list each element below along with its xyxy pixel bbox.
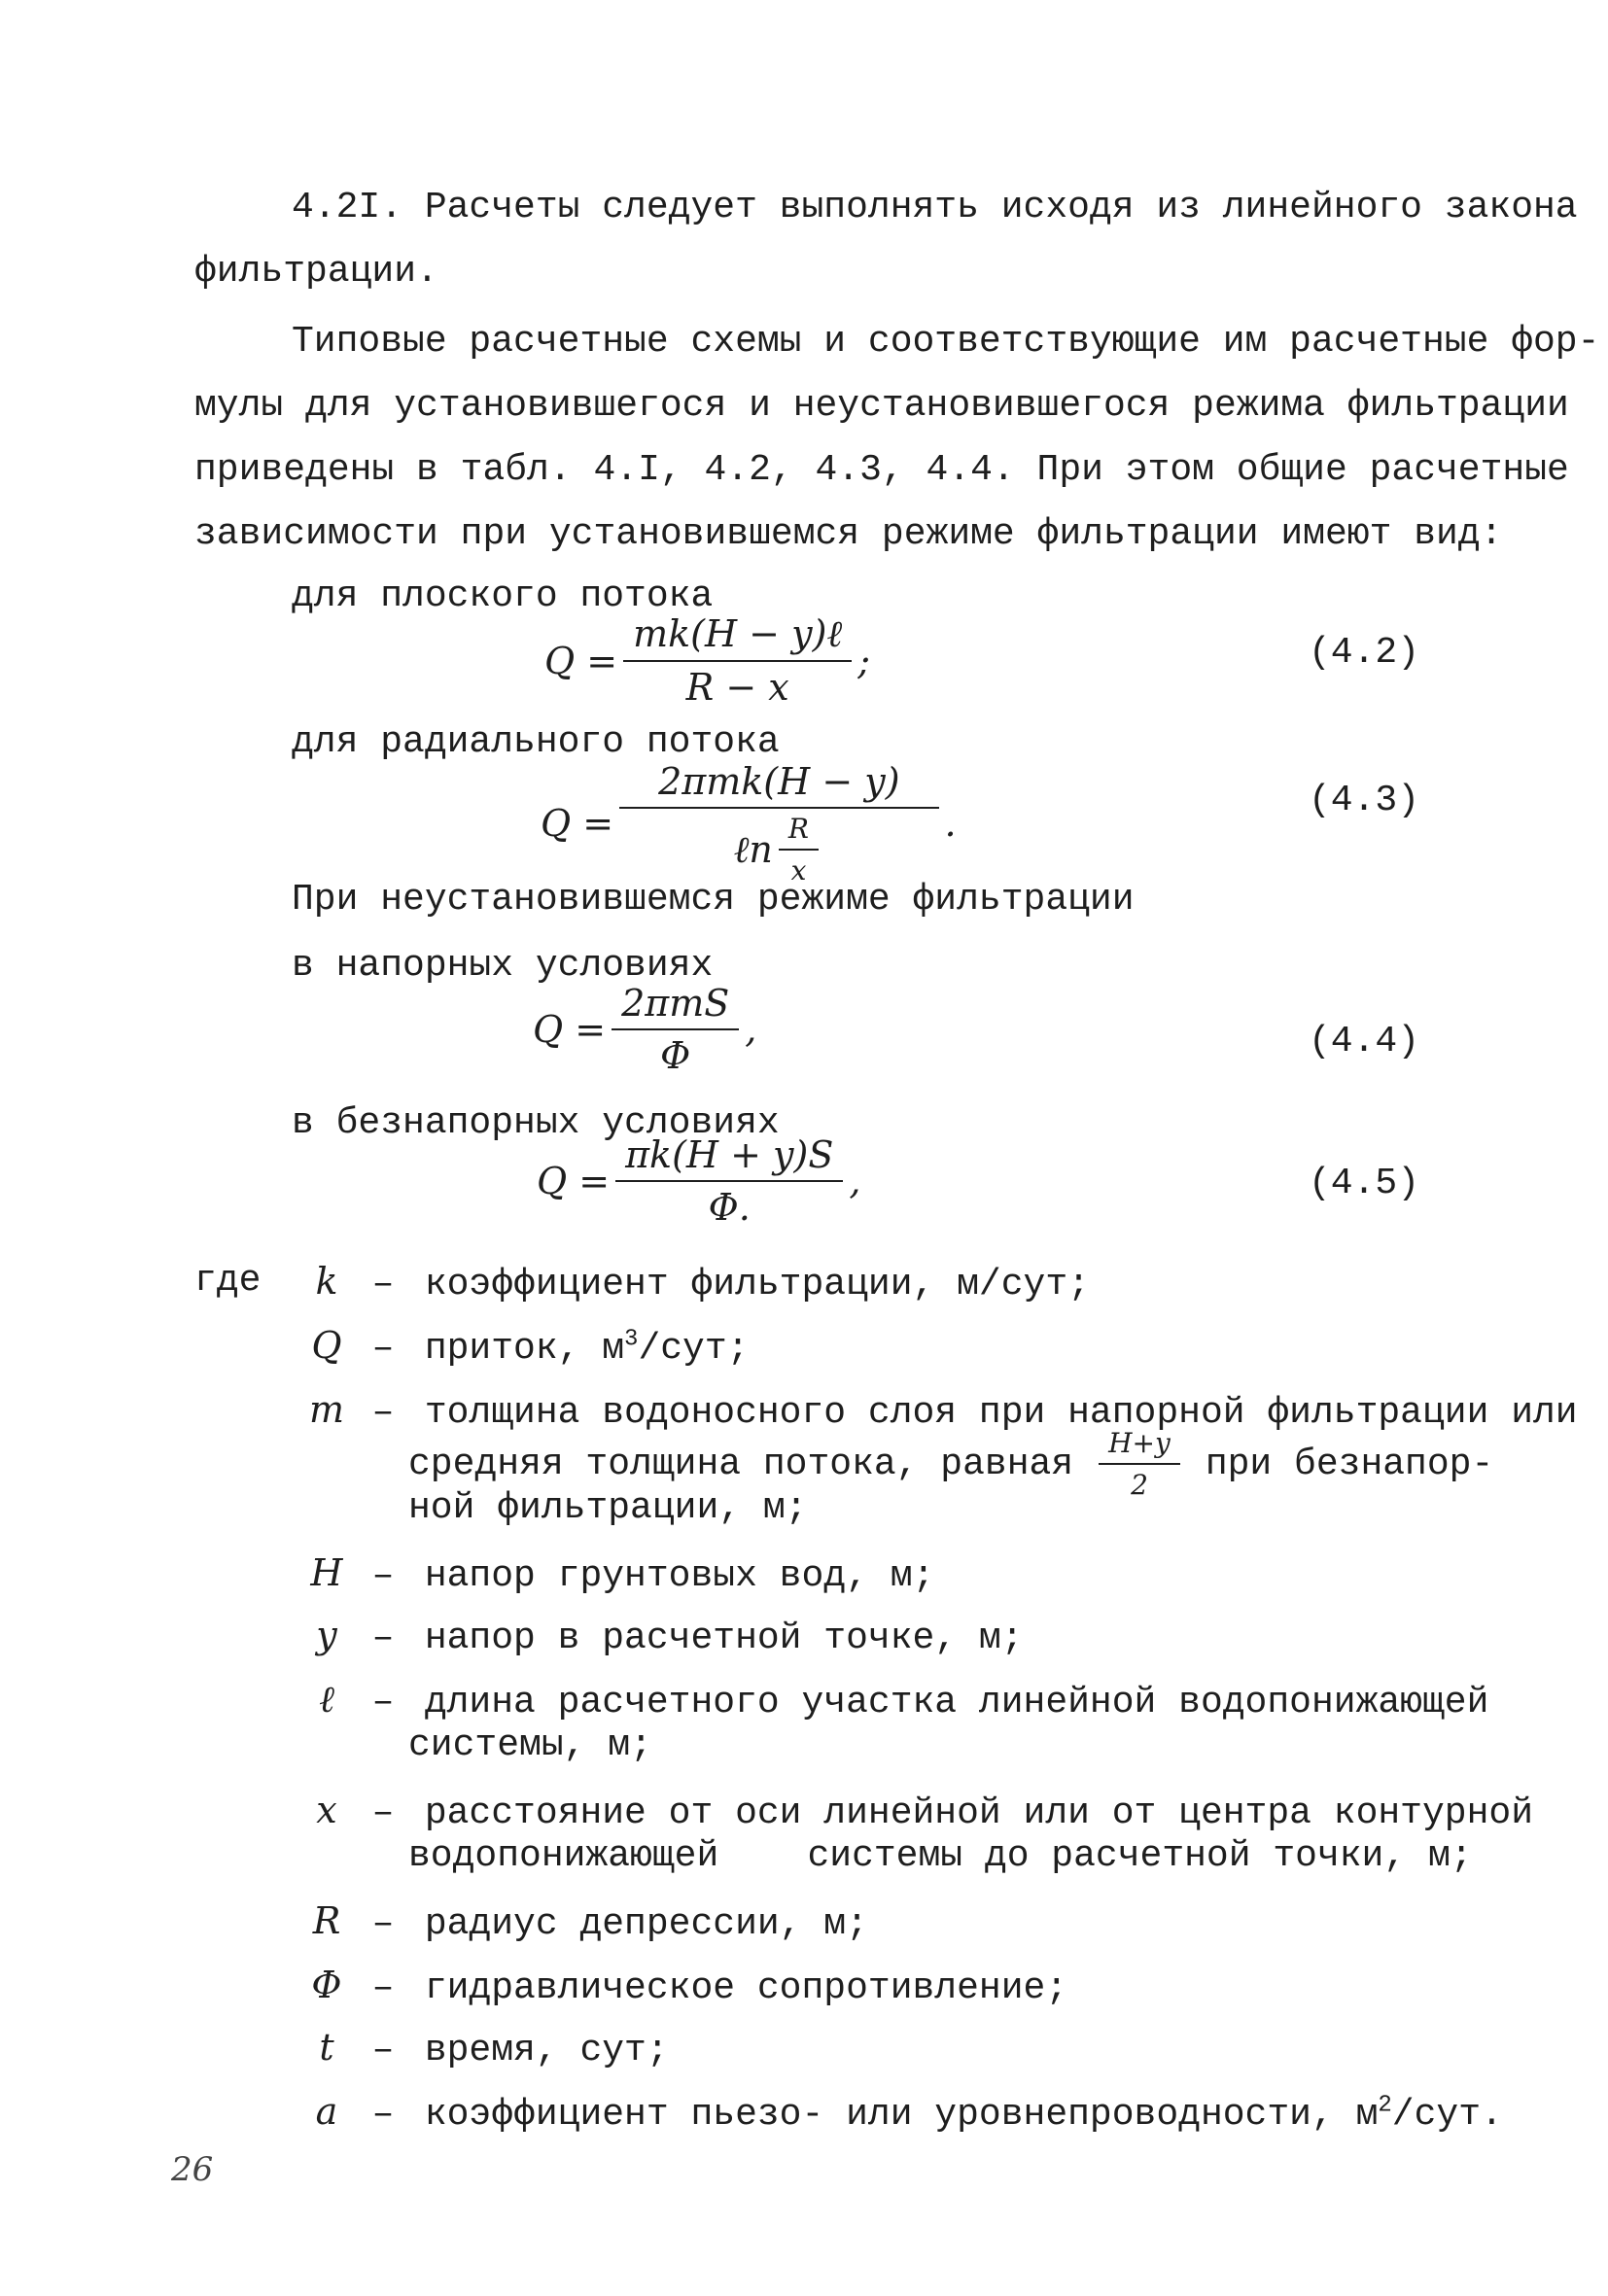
dash: – (371, 1392, 395, 1434)
eq-4-4-denominator: Φ (660, 1034, 691, 1077)
equation-number-4-2: (4.2) (1309, 632, 1420, 674)
eq-4-2-lhs: Q = (544, 639, 618, 682)
eq-4-2-fraction (623, 612, 852, 709)
flat-flow-label: для плоского потока (292, 575, 714, 617)
dash: – (371, 2030, 395, 2071)
dash: – (371, 1328, 395, 1370)
symbol-a: a (315, 2090, 338, 2133)
def-m-line2-text: средняя толщина потока, равная (408, 1443, 1074, 1485)
def-m-frac-den: 2 (1131, 1469, 1148, 1501)
def-h-text: напор грунтовых вод, м; (424, 1555, 935, 1597)
def-a-text: коэффициент пьезо- или уровнепроводности, м (424, 2094, 1379, 2136)
def-m-line2-after: при безнапор- (1205, 1443, 1494, 1485)
def-k-text: коэффициент фильтрации, м/сут; (424, 1264, 1090, 1305)
def-m-line1: толщина водоносного слоя при напорной фильтрации или (424, 1392, 1578, 1434)
dash: – (371, 1264, 395, 1305)
symbol-phi: Φ (311, 1964, 342, 2006)
def-t (290, 2026, 669, 2071)
eq-4-3-numerator: 2πmk(H − y) (658, 760, 900, 803)
def-phi-text: гидравлическое сопротивление; (424, 1967, 1068, 2009)
symbol-x: x (316, 1789, 337, 1831)
dash: – (371, 1618, 395, 1659)
para-types-line3: приведены в табл. 4.I, 4.2, 4.3, 4.4. При этом общие расчетные (194, 449, 1569, 491)
symbol-y: y (316, 1614, 337, 1656)
equation-number-4-4: (4.4) (1309, 1021, 1420, 1062)
symbol-m: m (308, 1388, 345, 1431)
unsteady-label: При неустановившемся режиме фильтрации (292, 879, 1135, 921)
def-m-fraction (1099, 1427, 1180, 1501)
eq-4-5-numerator: πk(H + y)S (625, 1133, 834, 1176)
eq-4-3-inner-den: x (790, 854, 807, 887)
eq-4-5-tail: , (849, 1160, 861, 1202)
equation-4-2 (544, 612, 870, 709)
dash: – (371, 1792, 395, 1834)
def-q (290, 1324, 749, 1370)
def-y-text: напор в расчетной точке, м; (424, 1618, 1024, 1659)
def-t-text: время, сут; (424, 2030, 669, 2071)
para-types-line4: зависимости при установившемся режиме фильтрации имеют вид: (194, 513, 1503, 555)
def-y (290, 1614, 1024, 1659)
page-number: 26 (171, 2150, 214, 2189)
def-a-text-after: /сут. (1391, 2094, 1503, 2136)
equation-4-3 (541, 760, 957, 887)
symbol-q: Q (311, 1324, 342, 1367)
pressure-label: в напорных условиях (292, 945, 714, 987)
equation-number-4-5: (4.5) (1309, 1163, 1420, 1204)
dash: – (371, 1967, 395, 2009)
def-x-line2: водопонижающей системы до расчетной точки, м; (408, 1835, 1473, 1877)
def-h (290, 1551, 934, 1597)
def-k (290, 1260, 1090, 1305)
eq-4-5-fraction (615, 1133, 843, 1229)
equation-4-5 (537, 1133, 860, 1229)
para-types-line1: Типовые расчетные схемы и соответствующие им расчетные фор- (292, 321, 1600, 363)
eq-4-4-tail: , (745, 1008, 757, 1051)
free-surface-label: в безнапорных условиях (292, 1102, 780, 1144)
symbol-l: ℓ (319, 1678, 334, 1721)
eq-4-4-fraction (612, 982, 739, 1077)
dash: – (371, 2094, 395, 2136)
radial-flow-label: для радиального потока (292, 721, 780, 763)
eq-4-2-numerator: mk(H − y)ℓ (633, 612, 843, 655)
def-r-text: радиус депрессии, м; (424, 1903, 868, 1945)
def-q-text-after: /сут; (638, 1328, 750, 1370)
eq-4-3-denominator (724, 809, 834, 887)
dash: – (371, 1555, 395, 1597)
para-types-line2: мулы для установившегося и неустановившегося режима фильтрации (194, 385, 1569, 427)
def-r (290, 1899, 868, 1945)
def-m-frac-num: H+y (1108, 1427, 1171, 1459)
eq-4-3-tail: . (944, 802, 957, 845)
para-421-line1: 4.2I. Расчеты следует выполнять исходя из линейного закона (292, 187, 1578, 228)
def-x (290, 1789, 1533, 1834)
def-l (290, 1678, 1488, 1723)
eq-4-3-lhs: Q = (541, 802, 614, 845)
eq-4-4-lhs: Q = (533, 1008, 607, 1051)
where-label: где (194, 1260, 262, 1302)
para-421-line2: фильтрации. (194, 251, 438, 293)
symbol-r: R (312, 1899, 341, 1942)
equation-number-4-3: (4.3) (1309, 780, 1420, 821)
eq-4-5-denominator: Φ. (708, 1186, 751, 1229)
eq-4-3-inner-num: R (787, 813, 810, 845)
def-q-sup: 3 (624, 1326, 639, 1353)
def-a (290, 2090, 1503, 2136)
equation-4-4 (533, 982, 756, 1077)
eq-4-2-denominator: R − x (685, 666, 789, 709)
eq-4-3-ln: ℓn (733, 827, 773, 871)
def-x-line1: расстояние от оси линейной или от центра контурной (424, 1792, 1533, 1834)
symbol-k: k (315, 1260, 338, 1303)
def-m-line3: ной фильтрации, м; (408, 1487, 808, 1529)
symbol-t: t (319, 2026, 334, 2069)
eq-4-5-lhs: Q = (537, 1160, 611, 1202)
eq-4-4-numerator: 2πmS (621, 982, 730, 1025)
dash: – (371, 1903, 395, 1945)
symbol-h: H (310, 1551, 343, 1594)
def-l-line1: длина расчетного участка линейной водопонижающей (424, 1682, 1489, 1723)
eq-4-3-inner-fraction (779, 813, 819, 887)
dash: – (371, 1682, 395, 1723)
def-phi (290, 1964, 1067, 2009)
def-l-line2: системы, м; (408, 1724, 652, 1766)
eq-4-3-fraction (619, 760, 938, 887)
def-a-sup: 2 (1378, 2092, 1392, 2119)
eq-4-2-tail: ; (857, 639, 871, 682)
def-q-text: приток, м (424, 1328, 625, 1370)
